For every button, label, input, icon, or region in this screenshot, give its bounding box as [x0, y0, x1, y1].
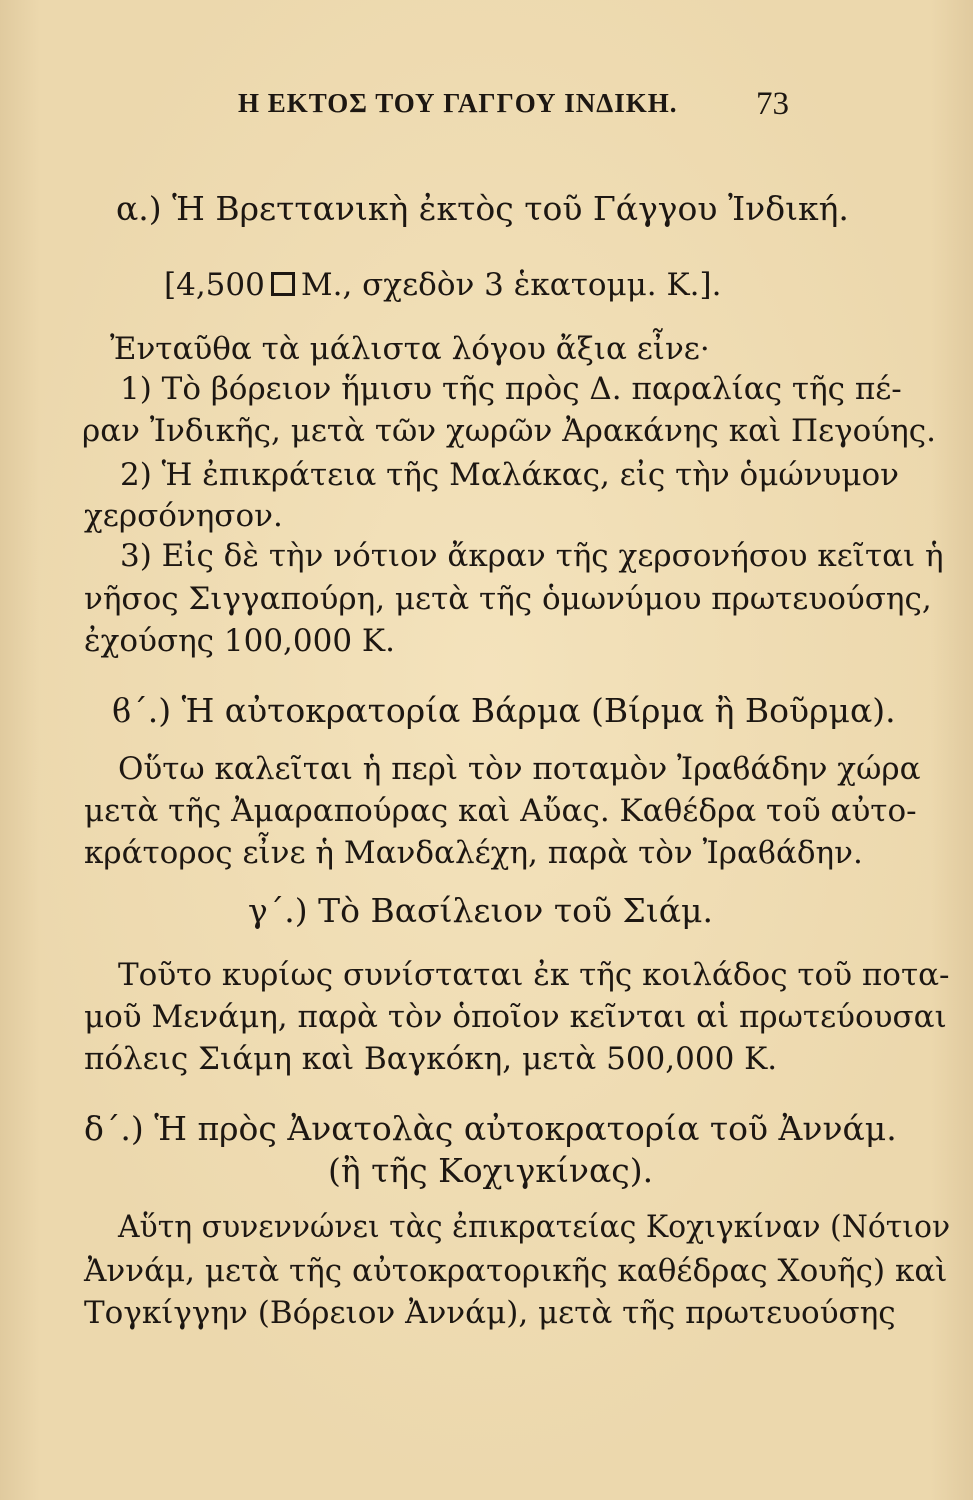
section-a-line-3: ραν Ἰνδικῆς, μετὰ τῶν χωρῶν Ἀρακάνης καὶ Πεγούης. — [82, 413, 936, 449]
section-c-line-3: πόλεις Σιάμη καὶ Βαγκόκη, μετὰ 500,000 Κ. — [84, 1041, 778, 1077]
section-a-stats-area: [4,500 — [164, 267, 265, 303]
section-a-line-2: 1) Τὸ βόρειον ἥμισυ τῆς πρὸς Δ. παραλίας τῆς πέ- — [120, 371, 902, 407]
section-c-heading: γ΄.) Τὸ Βασίλειον τοῦ Σιάμ. — [248, 891, 713, 930]
section-b-line-1: Οὕτω καλεῖται ἡ περὶ τὸν ποταμὸν Ἰραϐάδην χώρα — [118, 751, 921, 787]
section-a-line-7: νῆσος Σιγγαπούρη, μετὰ τῆς ὁμωνύμου πρωτευούσης, — [84, 581, 932, 617]
page-number: 73 — [756, 86, 789, 122]
section-a-stats-population: Μ., σχεδὸν 3 ἑκατομμ. Κ.]. — [300, 267, 722, 303]
section-a-line-8: ἐχούσης 100,000 Κ. — [84, 623, 395, 659]
section-a-line-4: 2) Ἡ ἐπικράτεια τῆς Μαλάκας, εἰς τὴν ὁμώνυμον — [120, 457, 899, 493]
section-a-heading: α.) Ἡ Βρεττανικὴ ἐκτὸς τοῦ Γάγγου Ἰνδική. — [116, 189, 849, 228]
section-a-line-6: 3) Εἰς δὲ τὴν νότιον ἄκραν τῆς χερσονήσου κεῖται ἡ — [120, 538, 944, 574]
section-d-line-2: Ἀννάμ, μετὰ τῆς αὐτοκρατορικῆς καθέδρας Χουῆς) καὶ — [84, 1253, 948, 1289]
section-d-line-3: Τογκίγγην (Βόρειον Ἀννάμ), μετὰ τῆς πρωτευούσης — [84, 1295, 896, 1331]
running-title: Η ΕΚΤΟΣ ΤΟΥ ΓΑΓΓΟΥ ΙΝΔΙΚΗ. — [238, 88, 678, 118]
section-a-stats — [164, 266, 721, 304]
square-miles-icon — [271, 272, 295, 296]
section-b-line-2: μετὰ τῆς Ἀμαραπούρας καὶ Αὔας. Καθέδρα τοῦ αὐτο- — [84, 793, 917, 829]
section-d-heading: δ΄.) Ἡ πρὸς Ἀνατολὰς αὐτοκρατορία τοῦ Ἀννάμ. — [84, 1109, 897, 1148]
section-d-heading-continued: (ἢ τῆς Κοχιγκίνας). — [328, 1151, 654, 1190]
section-b-heading: ϐ΄.) Ἡ αὐτοκρατορία Βάρμα (Βίρμα ἢ Βοῦρμα). — [112, 691, 896, 730]
section-a-line-5: χερσόνησον. — [84, 498, 283, 534]
section-c-line-1: Τοῦτο κυρίως συνίσταται ἐκ τῆς κοιλάδος τοῦ ποτα- — [118, 957, 950, 993]
section-b-line-3: κράτορος εἶνε ἡ Μανδαλέχη, παρὰ τὸν Ἰραϐάδην. — [84, 835, 863, 871]
section-c-line-2: μοῦ Μενάμη, παρὰ τὸν ὁποῖον κεῖνται αἱ πρωτεύουσαι — [84, 999, 947, 1035]
section-a-line-1: Ἐνταῦθα τὰ μάλιστα λόγου ἄξια εἶνε· — [110, 331, 710, 367]
section-d-line-1: Αὕτη συνεννώνει τὰς ἐπικρατείας Κοχιγκίναν (Νότιον — [118, 1209, 951, 1245]
